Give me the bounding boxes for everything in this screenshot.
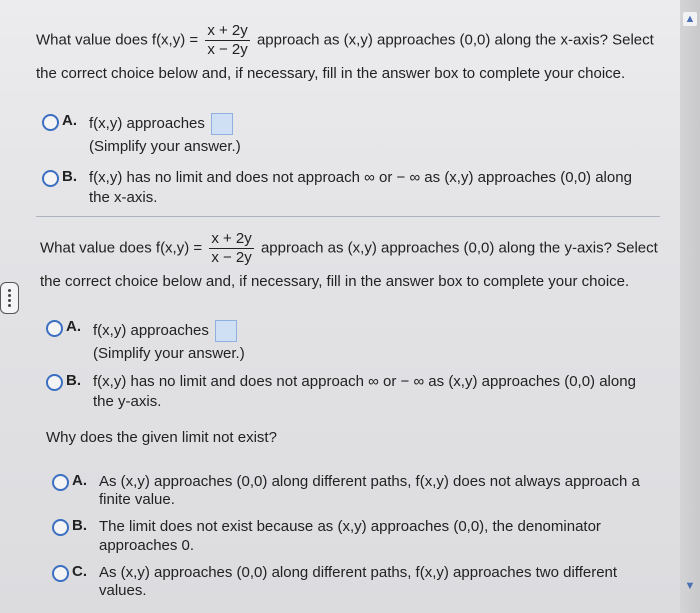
q1-option-a	[89, 113, 233, 135]
q2-fraction	[209, 230, 253, 267]
q1-suffix: approach as (x,y) approaches (0,0) along the x-axis? Select	[256, 31, 654, 49]
handle-dot	[8, 289, 11, 292]
q1-numerator: x + 2y	[207, 22, 248, 39]
q3-option-c-line2: values.	[99, 582, 147, 599]
q2-option-b-radio[interactable]	[46, 374, 63, 391]
q1-answer-box[interactable]	[211, 113, 233, 135]
handle-dot	[8, 299, 11, 302]
handle-dot	[8, 294, 11, 297]
q1-option-b-line1: f(x,y) has no limit and does not approach ∞ or − ∞ as (x,y) approaches (0,0) along	[89, 169, 632, 186]
q1-fraction	[205, 22, 249, 59]
q3-option-b-line2: approaches 0.	[99, 537, 195, 554]
q1-option-a-letter: A.	[62, 112, 77, 129]
q2-option-a-hint: (Simplify your answer.)	[93, 345, 245, 362]
q1-option-b-line2: the x-axis.	[89, 189, 158, 206]
q1-prefix: What value does f(x,y) =	[36, 31, 199, 49]
q2-answer-box[interactable]	[215, 320, 237, 342]
vertical-scrollbar[interactable]	[680, 0, 700, 613]
q3-option-a-letter: A.	[72, 472, 87, 489]
q1-option-b-letter: B.	[62, 168, 77, 185]
q1-option-a-text: f(x,y) approaches	[89, 114, 205, 132]
scroll-down-icon[interactable]: ▼	[684, 580, 696, 592]
q2-denominator: x − 2y	[211, 249, 252, 266]
q3-option-c-radio[interactable]	[52, 565, 69, 582]
q3-option-b-line1: The limit does not exist because as (x,y) approaches (0,0), the denominator	[99, 518, 601, 535]
q2-option-a-letter: A.	[66, 318, 81, 335]
question-3: Why does the given limit not exist?	[46, 429, 277, 446]
q1-option-a-hint: (Simplify your answer.)	[89, 138, 241, 155]
q3-option-a-radio[interactable]	[52, 474, 69, 491]
question-1	[36, 22, 654, 59]
question-2	[40, 230, 658, 267]
q1-denominator: x − 2y	[207, 41, 248, 58]
q2-option-a	[93, 320, 237, 342]
q2-option-a-text: f(x,y) approaches	[93, 321, 209, 339]
q2-option-a-radio[interactable]	[46, 320, 63, 337]
q3-option-b-radio[interactable]	[52, 519, 69, 536]
q2-option-b-line1: f(x,y) has no limit and does not approach ∞ or − ∞ as (x,y) approaches (0,0) along	[93, 373, 636, 390]
q2-line2: the correct choice below and, if necessary, fill in the answer box to complete your choice.	[40, 273, 630, 290]
q3-option-a-line2: finite value.	[99, 491, 175, 508]
q1-option-b-radio[interactable]	[42, 170, 59, 187]
scroll-up-icon[interactable]: ▲	[684, 13, 696, 25]
q2-prefix: What value does f(x,y) =	[40, 239, 203, 257]
q2-suffix: approach as (x,y) approaches (0,0) along the y-axis? Select	[260, 239, 658, 257]
q2-option-b-letter: B.	[66, 372, 81, 389]
section-divider	[36, 216, 660, 217]
handle-dot	[8, 304, 11, 307]
q1-line2: the correct choice below and, if necessary, fill in the answer box to complete your choice.	[36, 65, 626, 82]
q3-option-b-letter: B.	[72, 517, 87, 534]
q1-option-a-radio[interactable]	[42, 114, 59, 131]
q2-numerator: x + 2y	[211, 230, 252, 247]
q2-option-b-line2: the y-axis.	[93, 393, 162, 410]
drag-handle-icon[interactable]	[0, 282, 19, 314]
q3-option-c-line1: As (x,y) approaches (0,0) along different paths, f(x,y) approaches two different	[99, 564, 618, 581]
q3-option-a-line1: As (x,y) approaches (0,0) along different paths, f(x,y) does not always approach a	[99, 473, 640, 490]
q3-option-c-letter: C.	[72, 563, 87, 580]
